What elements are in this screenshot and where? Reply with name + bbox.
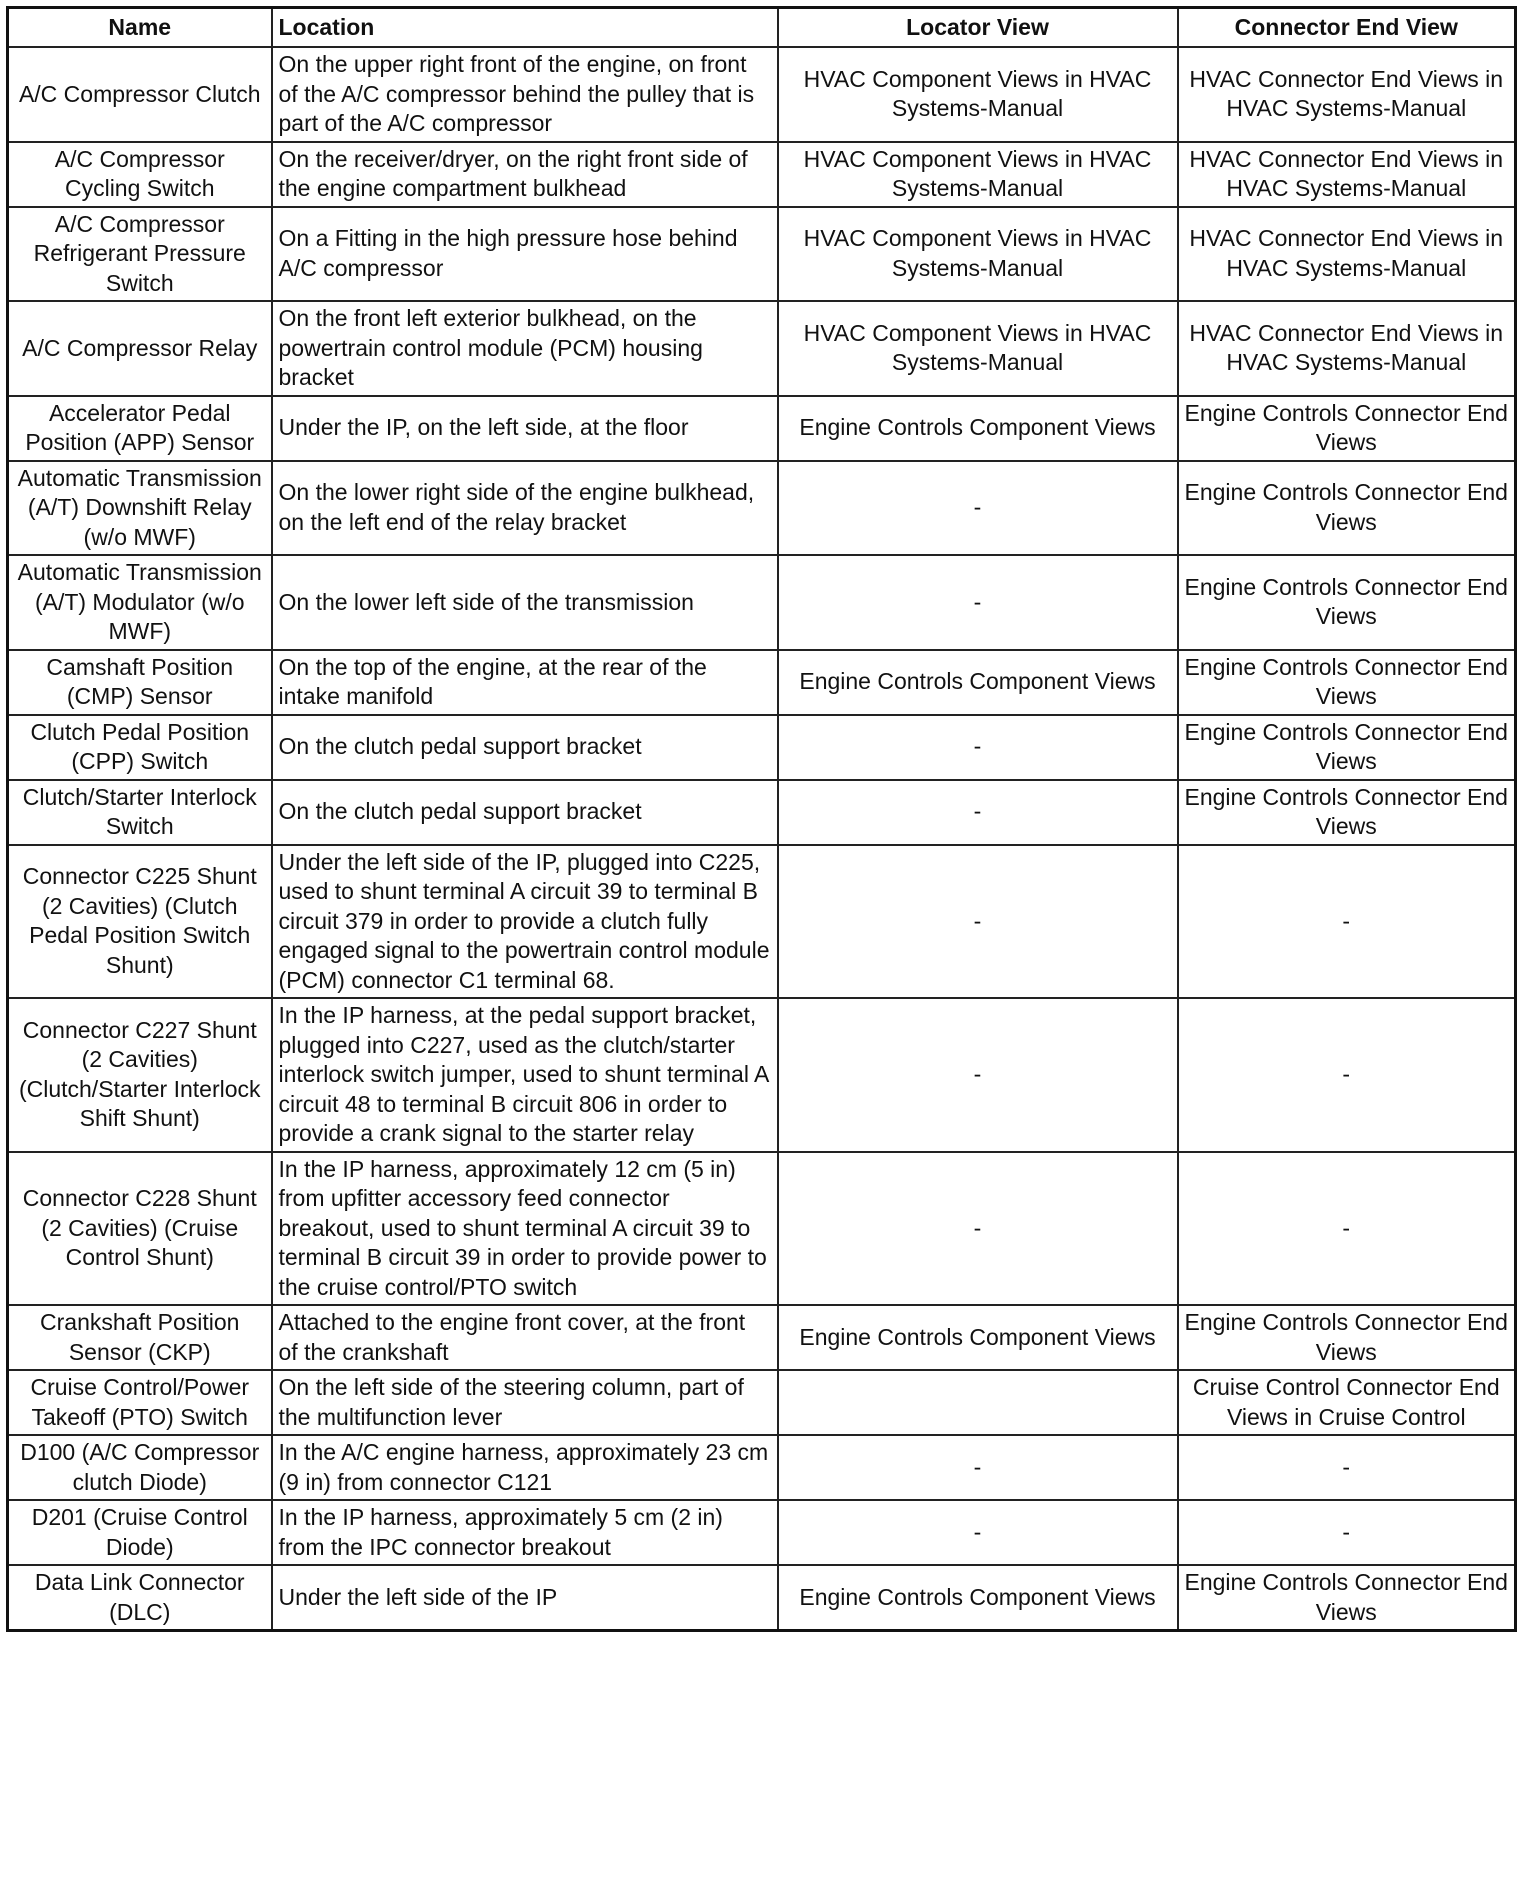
cell-connector-end-view: - — [1178, 845, 1516, 999]
cell-name: A/C Compressor Refrigerant Pressure Switch — [8, 207, 272, 302]
cell-locator-view: - — [778, 1500, 1178, 1565]
header-row — [8, 8, 1516, 48]
cell-connector-end-view: Engine Controls Connector End Views — [1178, 650, 1516, 715]
cell-locator-view: - — [778, 845, 1178, 999]
table-body — [8, 47, 1516, 1631]
table-header — [8, 8, 1516, 48]
cell-name: Crankshaft Position Sensor (CKP) — [8, 1305, 272, 1370]
cell-connector-end-view: Cruise Control Connector End Views in Cruise Control — [1178, 1370, 1516, 1435]
cell-locator-view: - — [778, 555, 1178, 650]
cell-connector-end-view: HVAC Connector End Views in HVAC Systems-Manual — [1178, 142, 1516, 207]
cell-connector-end-view: HVAC Connector End Views in HVAC Systems-Manual — [1178, 47, 1516, 142]
cell-connector-end-view: - — [1178, 1152, 1516, 1306]
cell-locator-view: - — [778, 715, 1178, 780]
component-locator-table — [6, 6, 1517, 1632]
table-row — [8, 845, 1516, 999]
cell-location: Under the left side of the IP, plugged into C225, used to shunt terminal A circuit 39 to terminal B circuit 379 in order to provide a clutch fully engaged signal to the powertrain control module (PCM) connector C1 terminal 68. — [272, 845, 778, 999]
cell-name: Data Link Connector (DLC) — [8, 1565, 272, 1631]
cell-name: A/C Compressor Clutch — [8, 47, 272, 142]
header-connector-end-view: Connector End View — [1178, 8, 1516, 48]
cell-name: Accelerator Pedal Position (APP) Sensor — [8, 396, 272, 461]
cell-location: Under the left side of the IP — [272, 1565, 778, 1631]
cell-connector-end-view: Engine Controls Connector End Views — [1178, 1305, 1516, 1370]
table-row — [8, 142, 1516, 207]
cell-connector-end-view: Engine Controls Connector End Views — [1178, 715, 1516, 780]
cell-locator-view: HVAC Component Views in HVAC Systems-Manual — [778, 301, 1178, 396]
cell-connector-end-view: Engine Controls Connector End Views — [1178, 1565, 1516, 1631]
table-row — [8, 715, 1516, 780]
cell-location: On the left side of the steering column, part of the multifunction lever — [272, 1370, 778, 1435]
cell-name: Camshaft Position (CMP) Sensor — [8, 650, 272, 715]
cell-name: Connector C227 Shunt (2 Cavities) (Clutch/Starter Interlock Shift Shunt) — [8, 998, 272, 1152]
cell-name: Automatic Transmission (A/T) Downshift Relay (w/o MWF) — [8, 461, 272, 556]
cell-locator-view — [778, 1370, 1178, 1435]
cell-location: On the upper right front of the engine, on front of the A/C compressor behind the pulley that is part of the A/C compressor — [272, 47, 778, 142]
table-row — [8, 650, 1516, 715]
table-row — [8, 1370, 1516, 1435]
table-row — [8, 396, 1516, 461]
cell-location: Attached to the engine front cover, at the front of the crankshaft — [272, 1305, 778, 1370]
cell-name: Connector C228 Shunt (2 Cavities) (Cruise Control Shunt) — [8, 1152, 272, 1306]
cell-locator-view: HVAC Component Views in HVAC Systems-Manual — [778, 207, 1178, 302]
cell-location: On a Fitting in the high pressure hose behind A/C compressor — [272, 207, 778, 302]
cell-locator-view: - — [778, 1152, 1178, 1306]
table-row — [8, 998, 1516, 1152]
table-row — [8, 1500, 1516, 1565]
table-row — [8, 1152, 1516, 1306]
table-row — [8, 207, 1516, 302]
cell-location: In the IP harness, approximately 12 cm (5 in) from upfitter accessory feed connector breakout, used to shunt terminal A circuit 39 to terminal B circuit 39 in order to provide power to the cruise control/PTO switch — [272, 1152, 778, 1306]
table-row — [8, 461, 1516, 556]
cell-connector-end-view: - — [1178, 998, 1516, 1152]
cell-name: Clutch Pedal Position (CPP) Switch — [8, 715, 272, 780]
cell-connector-end-view: HVAC Connector End Views in HVAC Systems-Manual — [1178, 207, 1516, 302]
table-row — [8, 780, 1516, 845]
cell-name: Connector C225 Shunt (2 Cavities) (Clutch Pedal Position Switch Shunt) — [8, 845, 272, 999]
cell-location: Under the IP, on the left side, at the floor — [272, 396, 778, 461]
header-location: Location — [272, 8, 778, 48]
cell-name: Cruise Control/Power Takeoff (PTO) Switch — [8, 1370, 272, 1435]
cell-locator-view: Engine Controls Component Views — [778, 1565, 1178, 1631]
cell-locator-view: - — [778, 461, 1178, 556]
cell-location: On the lower right side of the engine bulkhead, on the left end of the relay bracket — [272, 461, 778, 556]
table-row — [8, 1435, 1516, 1500]
cell-connector-end-view: - — [1178, 1435, 1516, 1500]
table-row — [8, 47, 1516, 142]
cell-connector-end-view: Engine Controls Connector End Views — [1178, 780, 1516, 845]
cell-connector-end-view: Engine Controls Connector End Views — [1178, 396, 1516, 461]
cell-location: On the clutch pedal support bracket — [272, 780, 778, 845]
cell-location: In the IP harness, at the pedal support bracket, plugged into C227, used as the clutch/starter interlock switch jumper, used to shunt terminal A circuit 48 to terminal B circuit 806 in order to provide a crank signal to the starter relay — [272, 998, 778, 1152]
cell-location: On the clutch pedal support bracket — [272, 715, 778, 780]
cell-name: D100 (A/C Compressor clutch Diode) — [8, 1435, 272, 1500]
header-locator-view: Locator View — [778, 8, 1178, 48]
cell-location: On the front left exterior bulkhead, on the powertrain control module (PCM) housing bracket — [272, 301, 778, 396]
cell-connector-end-view: HVAC Connector End Views in HVAC Systems-Manual — [1178, 301, 1516, 396]
cell-connector-end-view: Engine Controls Connector End Views — [1178, 555, 1516, 650]
cell-locator-view: Engine Controls Component Views — [778, 1305, 1178, 1370]
cell-connector-end-view: Engine Controls Connector End Views — [1178, 461, 1516, 556]
table-row — [8, 555, 1516, 650]
cell-location: In the IP harness, approximately 5 cm (2 in) from the IPC connector breakout — [272, 1500, 778, 1565]
table-row — [8, 301, 1516, 396]
cell-connector-end-view: - — [1178, 1500, 1516, 1565]
component-locator-table-wrapper — [6, 6, 1517, 1632]
cell-locator-view: - — [778, 780, 1178, 845]
header-name: Name — [8, 8, 272, 48]
cell-locator-view: HVAC Component Views in HVAC Systems-Manual — [778, 47, 1178, 142]
cell-location: On the top of the engine, at the rear of the intake manifold — [272, 650, 778, 715]
table-row — [8, 1305, 1516, 1370]
cell-locator-view: HVAC Component Views in HVAC Systems-Manual — [778, 142, 1178, 207]
cell-name: Clutch/Starter Interlock Switch — [8, 780, 272, 845]
cell-locator-view: Engine Controls Component Views — [778, 650, 1178, 715]
cell-locator-view: - — [778, 998, 1178, 1152]
cell-name: Automatic Transmission (A/T) Modulator (w/o MWF) — [8, 555, 272, 650]
cell-name: D201 (Cruise Control Diode) — [8, 1500, 272, 1565]
cell-name: A/C Compressor Cycling Switch — [8, 142, 272, 207]
cell-locator-view: - — [778, 1435, 1178, 1500]
cell-name: A/C Compressor Relay — [8, 301, 272, 396]
cell-location: On the lower left side of the transmission — [272, 555, 778, 650]
cell-locator-view: Engine Controls Component Views — [778, 396, 1178, 461]
cell-location: In the A/C engine harness, approximately 23 cm (9 in) from connector C121 — [272, 1435, 778, 1500]
table-row — [8, 1565, 1516, 1631]
cell-location: On the receiver/dryer, on the right front side of the engine compartment bulkhead — [272, 142, 778, 207]
